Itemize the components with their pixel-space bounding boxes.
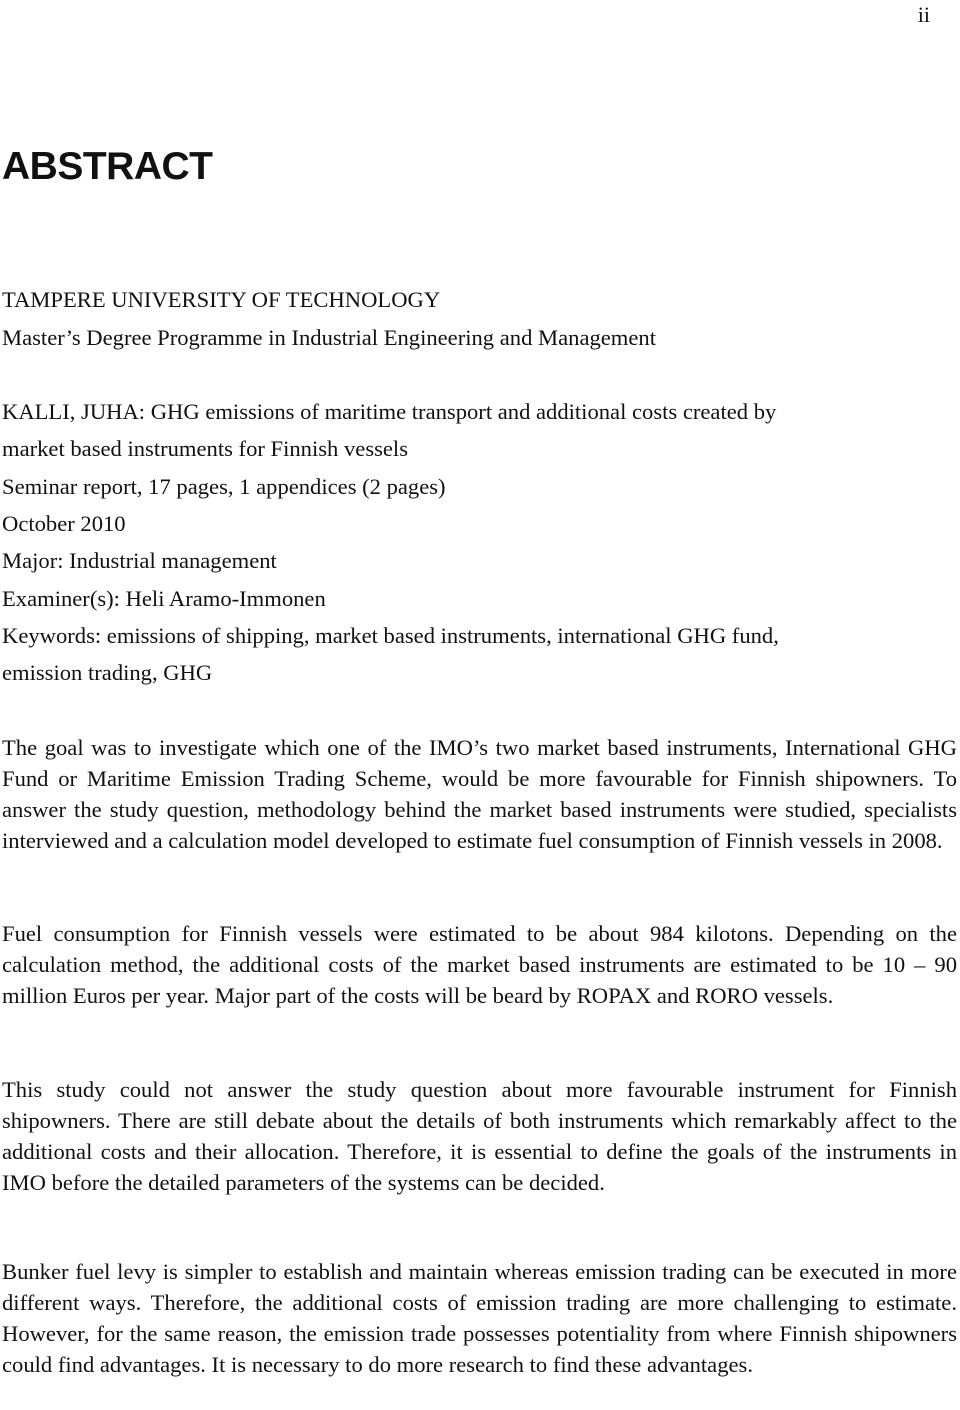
abstract-paragraph-2: Fuel consumption for Finnish vessels were estimated to be about 984 kilotons. Depending on the calculation method, the additional costs of the market based instruments are estimated to be 10 – 90 million Euros per year. Major part of the costs will be beard by ROPAX and RORO vessels.	[2, 921, 957, 1008]
keywords-line-2: emission trading, GHG	[2, 660, 213, 685]
thesis-title-line-1: KALLI, JUHA: GHG emissions of maritime transport and additional costs created by	[2, 399, 777, 424]
university-name: TAMPERE UNIVERSITY OF TECHNOLOGY	[2, 287, 441, 312]
abstract-paragraph-4: Bunker fuel levy is simpler to establish and maintain whereas emission trading can be executed in more different ways. Therefore, the additional costs of emission trading are more challenging to estimate. However, for the same reason, the emission trade possesses potentiality from where Finnish shipowners could find advantages. It is necessary to do more research to find these advantages.	[2, 1259, 957, 1377]
keywords-line-1: Keywords: emissions of shipping, market based instruments, international GHG fund,	[2, 623, 779, 648]
examiner: Examiner(s): Heli Aramo-Immonen	[2, 586, 326, 611]
abstract-heading: ABSTRACT	[2, 145, 213, 188]
abstract-paragraph-3: This study could not answer the study question about more favourable instrument for Finnish shipowners. There are still debate about the details of both instruments which remarkably affect to the additional costs and their allocation. Therefore, it is essential to define the goals of the instruments in IMO before the detailed parameters of the systems can be decided.	[2, 1077, 957, 1195]
major: Major: Industrial management	[2, 548, 277, 573]
abstract-paragraph-1: The goal was to investigate which one of the IMO’s two market based instruments, International GHG Fund or Maritime Emission Trading Scheme, would be more favourable for Finnish shipowners. To answer the study question, methodology behind the market based instruments were studied, specialists interviewed and a calculation model developed to estimate fuel consumption of Finnish vessels in 2008.	[2, 735, 957, 853]
page-number: ii	[917, 2, 930, 27]
thesis-title-line-2: market based instruments for Finnish vessels	[2, 436, 409, 461]
degree-programme: Master’s Degree Programme in Industrial Engineering and Management	[2, 325, 656, 350]
report-info: Seminar report, 17 pages, 1 appendices (2 pages)	[2, 474, 446, 499]
report-date: October 2010	[2, 511, 126, 536]
